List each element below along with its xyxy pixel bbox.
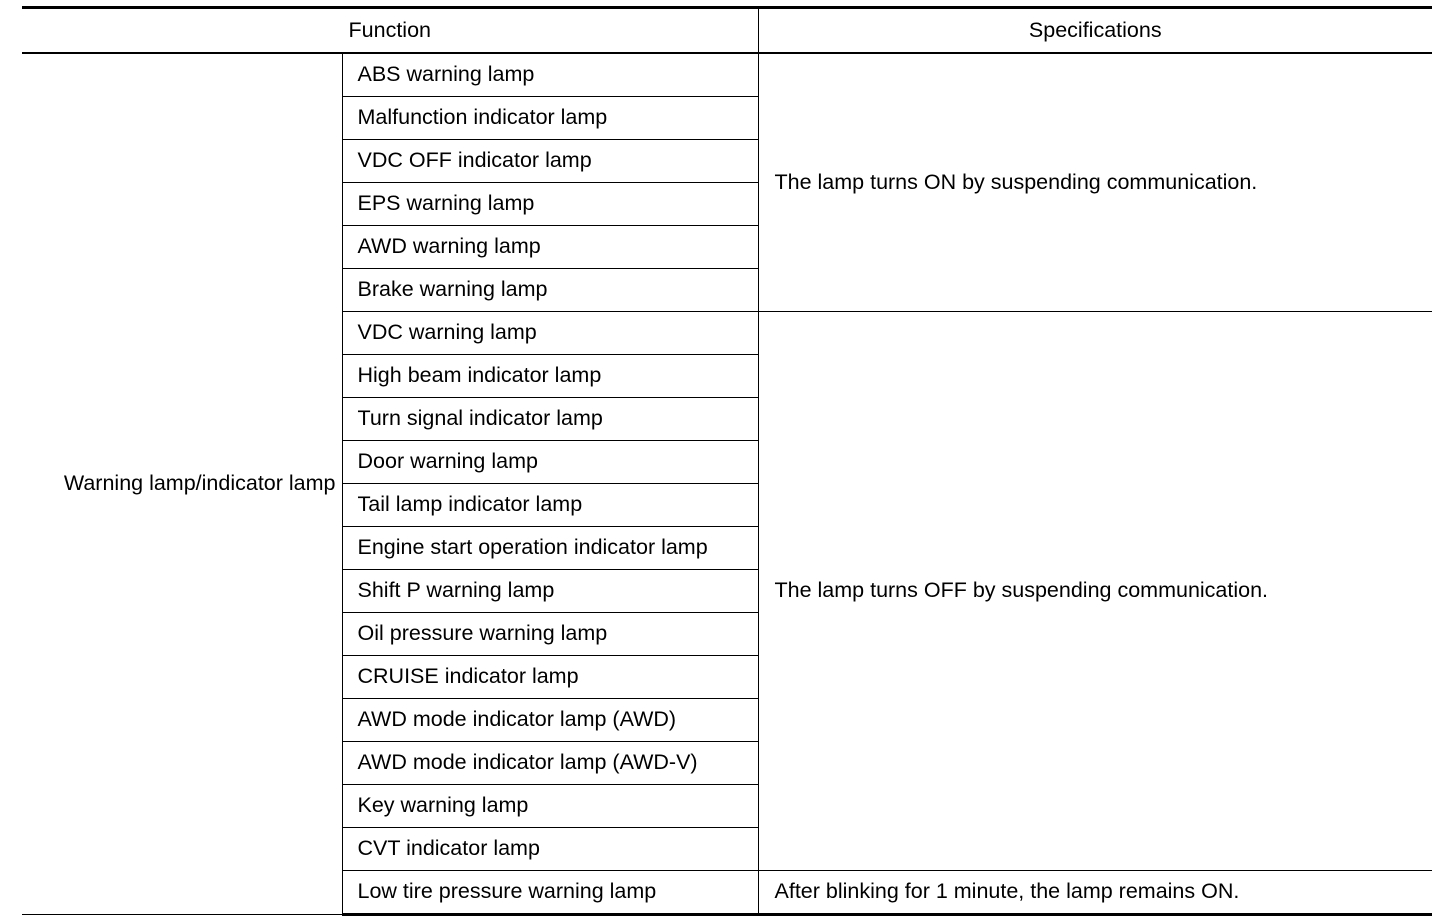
function-cell: Tail lamp indicator lamp (342, 484, 758, 527)
function-cell: EPS warning lamp (342, 183, 758, 226)
function-cell: AWD mode indicator lamp (AWD) (342, 699, 758, 742)
spec-table-container (22, 6, 1432, 916)
function-cell: VDC warning lamp (342, 312, 758, 355)
spec-lamp-blink: After blinking for 1 minute, the lamp remains ON. (758, 871, 1432, 915)
function-cell: Low tire pressure warning lamp (342, 871, 758, 915)
header-row (22, 8, 1432, 54)
table-row (22, 53, 1432, 97)
function-cell: Shift P warning lamp (342, 570, 758, 613)
function-header: Function (22, 8, 758, 54)
function-cell: Brake warning lamp (342, 269, 758, 312)
function-cell: ABS warning lamp (342, 53, 758, 97)
function-cell: Malfunction indicator lamp (342, 97, 758, 140)
function-cell: Door warning lamp (342, 441, 758, 484)
lamp-spec-table (22, 6, 1432, 916)
function-cell: AWD warning lamp (342, 226, 758, 269)
group-label: Warning lamp/indicator lamp (22, 53, 342, 915)
function-cell: High beam indicator lamp (342, 355, 758, 398)
spec-lamp-off: The lamp turns OFF by suspending communication. (758, 312, 1432, 871)
function-cell: AWD mode indicator lamp (AWD-V) (342, 742, 758, 785)
function-cell: VDC OFF indicator lamp (342, 140, 758, 183)
function-cell: Engine start operation indicator lamp (342, 527, 758, 570)
specifications-header: Specifications (758, 8, 1432, 54)
function-cell: CRUISE indicator lamp (342, 656, 758, 699)
function-cell: Oil pressure warning lamp (342, 613, 758, 656)
function-cell: CVT indicator lamp (342, 828, 758, 871)
spec-lamp-on: The lamp turns ON by suspending communication. (758, 53, 1432, 312)
function-cell: Turn signal indicator lamp (342, 398, 758, 441)
function-cell: Key warning lamp (342, 785, 758, 828)
